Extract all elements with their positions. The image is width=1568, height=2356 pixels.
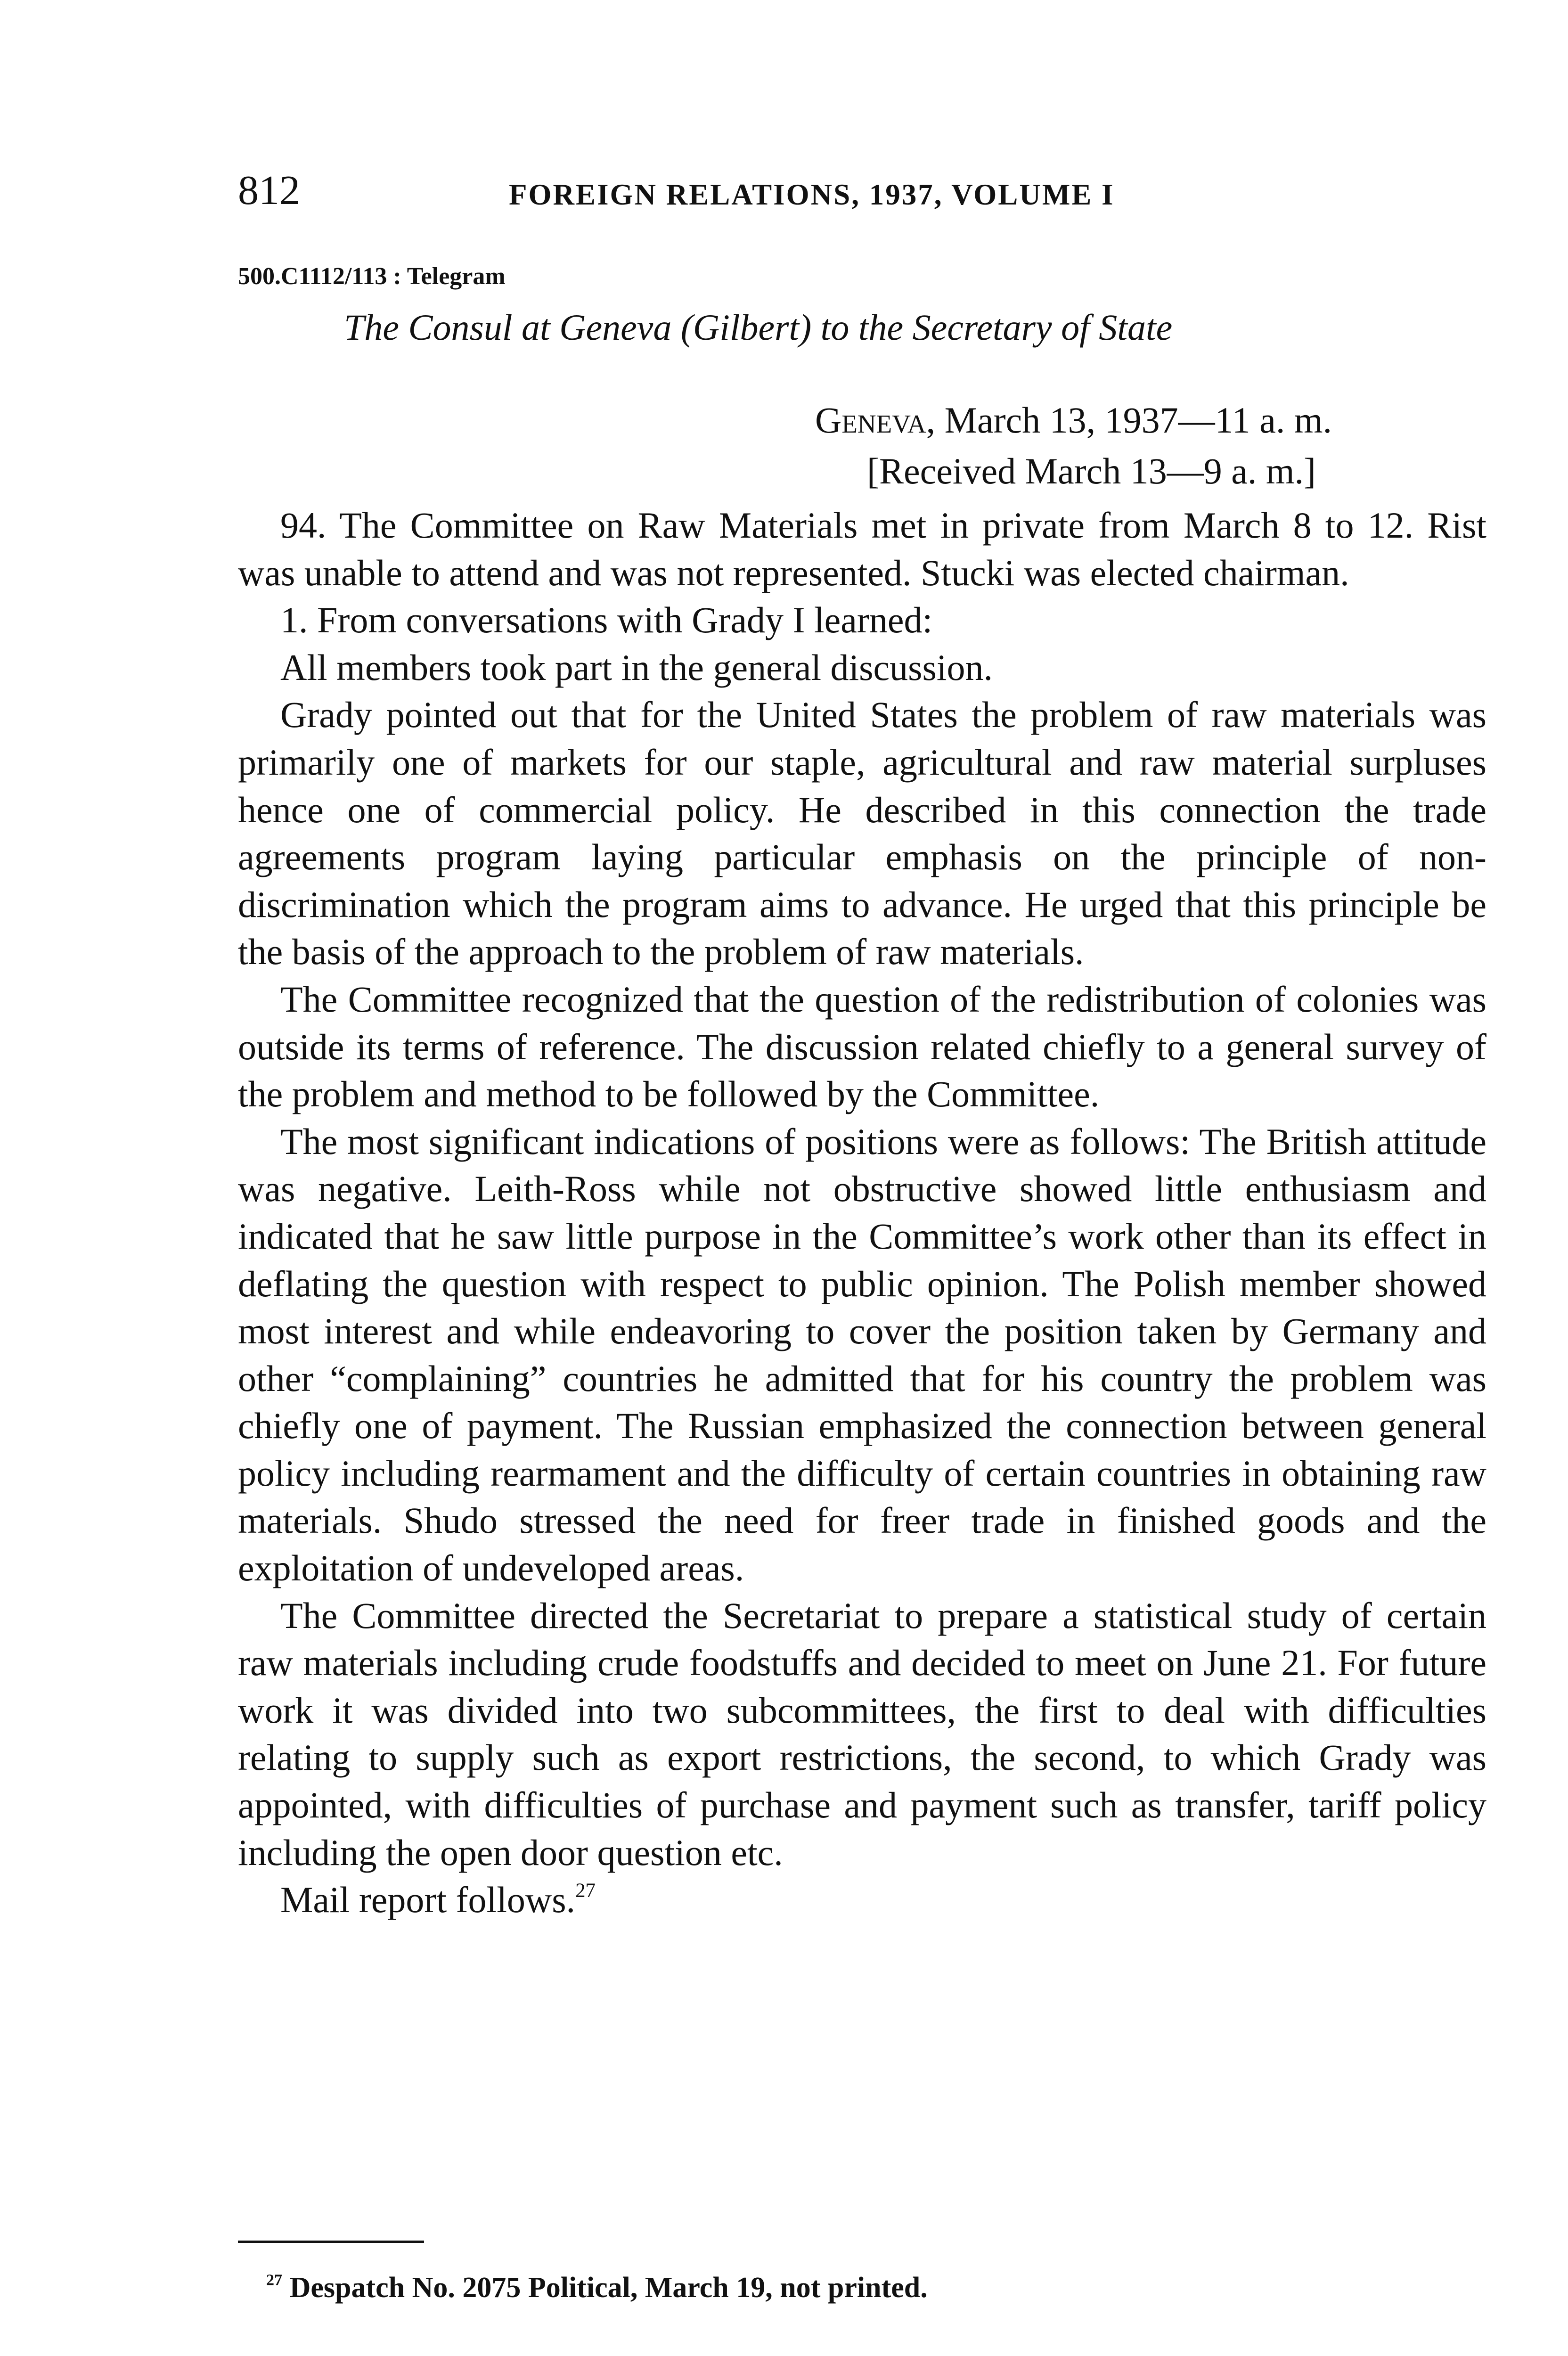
running-head xyxy=(238,167,1486,219)
footnote-rule xyxy=(238,2241,424,2243)
received-line: [Received March 13—9 a. m.] xyxy=(867,450,1316,491)
document-heading: The Consul at Geneva (Gilbert) to the Secretary of State xyxy=(344,307,1173,348)
footnote-reference: 27 xyxy=(575,1880,596,1902)
closing-line xyxy=(238,1876,1486,1924)
closing-text: Mail report follows. xyxy=(280,1879,576,1921)
paragraph: 1. From conversations with Grady I learned: xyxy=(280,599,933,641)
document-page xyxy=(238,0,1486,2356)
dateline-place: Geneva xyxy=(815,400,926,441)
running-title: FOREIGN RELATIONS, 1937, VOLUME I xyxy=(509,178,1115,211)
paragraph: The Committee recognized that the question of the redistribution of colonies was outside its terms of reference. The discussion related chiefly to a general survey of the problem and method to be followed by the Committee. xyxy=(238,978,1486,1115)
footnote xyxy=(266,2269,928,2307)
paragraph: All members took part in the general discussion. xyxy=(280,646,993,688)
paragraph: The most significant indications of positions were as follows: The British attitude was negative. Leith-Ross while not obstructive showed little enthusiasm and indicated that he saw little purpose in the Committee’s work other than its effect in deflating the question with respect to public opinion. The Polish member showed most interest and while endeavoring to cover the position taken by Germany and other “complaining” countries he admitted that for his country the problem was chiefly one of payment. The Russian emphasized the connection between general policy including rearmament and the difficulty of certain countries in obtaining raw materials. Shudo stressed the need for freer trade in finished goods and the exploitation of undeveloped areas. xyxy=(238,1121,1486,1589)
paragraph: The Committee directed the Secretariat to prepare a statistical study of certain raw materials including crude foodstuffs and decided to meet on June 21. For future work it was divided into two subcommittees, the first to deal with difficulties relating to supply such as export restrictions, the second, to which Grady was appointed, with difficulties of purchase and payment such as transfer, tariff policy including the open door question etc. xyxy=(238,1595,1486,1873)
dateline-date: , March 13, 1937—11 a. m. xyxy=(926,400,1332,441)
footnote-number: 27 xyxy=(266,2271,283,2289)
file-reference: 500.C1112/113 : Telegram xyxy=(238,263,506,290)
footnote-text: Despatch No. 2075 Political, March 19, not printed. xyxy=(282,2272,928,2304)
dateline xyxy=(815,397,1332,444)
paragraph: 94. The Committee on Raw Materials met in private from March 8 to 12. Rist was unable to attend and was not represented. Stucki was elected chairman. xyxy=(238,505,1486,593)
telegram-body xyxy=(238,502,1486,1924)
page-number: 812 xyxy=(238,168,300,213)
paragraph: Grady pointed out that for the United States the problem of raw materials was primarily one of markets for our staple, agricultural and raw material surpluses hence one of commercial policy. He described in this connection the trade agreements program laying particular emphasis on the principle of non-discrimination which the program aims to advance. He urged that this principle be the basis of the approach to the problem of raw materials. xyxy=(238,694,1486,973)
